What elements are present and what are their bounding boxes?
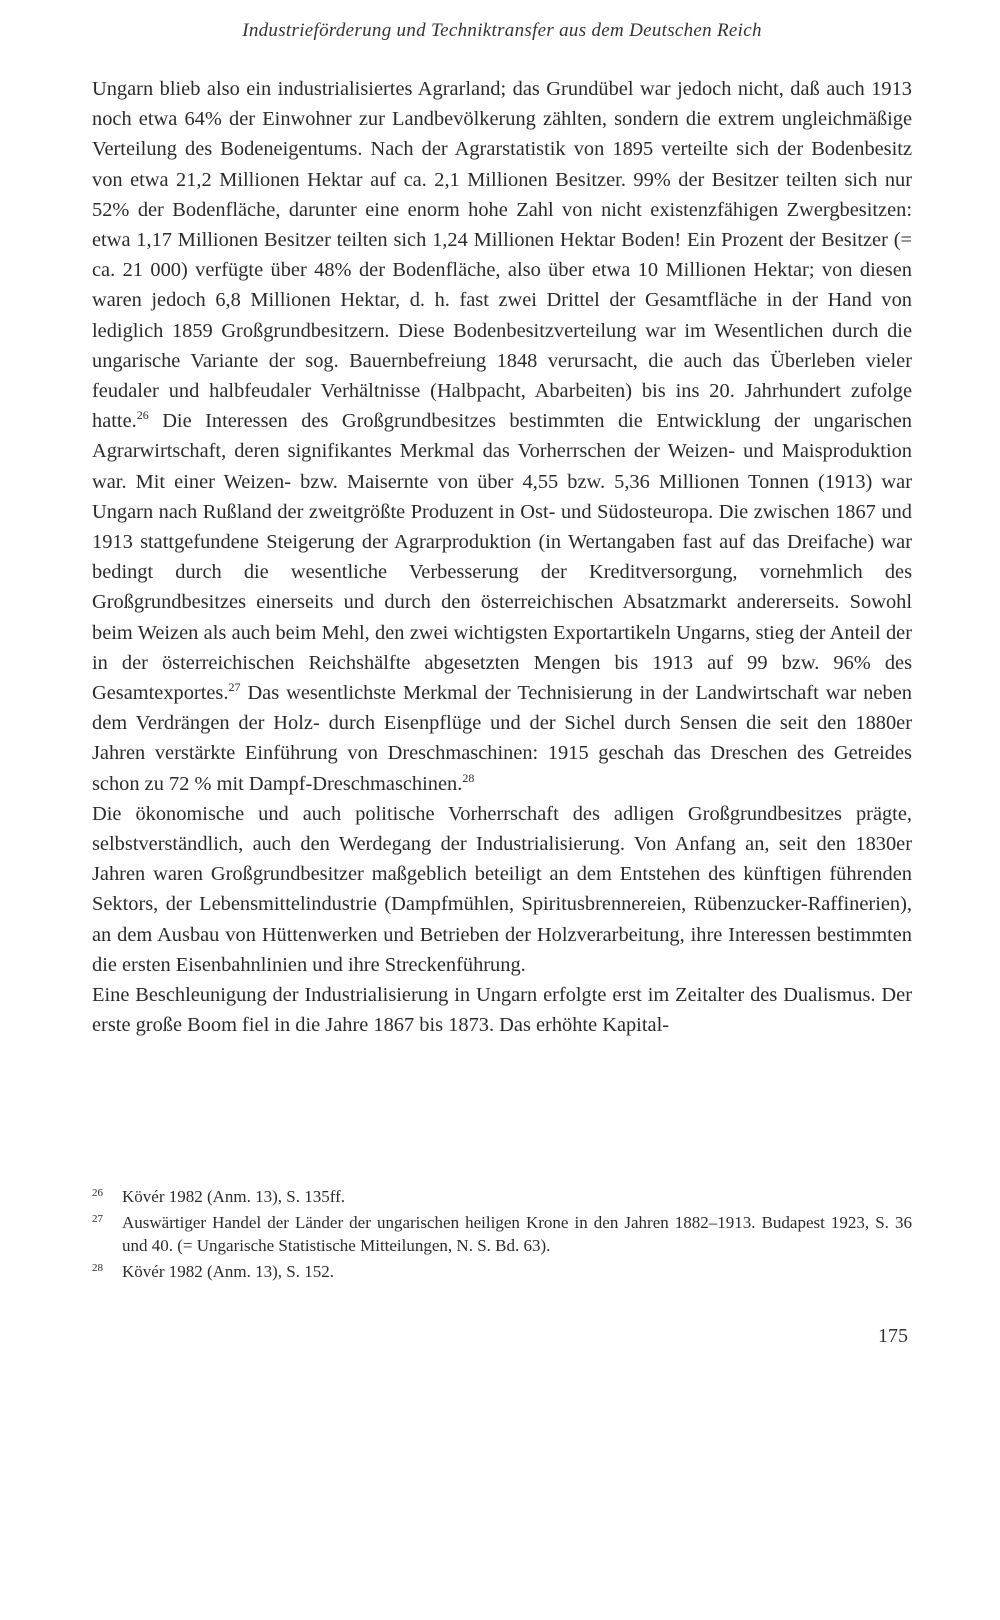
body-text [92,74,912,1041]
paragraph-text: Das wesentlichste Merkmal der Technisierung in der Landwirtschaft war neben dem Verdrängen der Holz- durch Eisenpflüge und der Sichel durch Sensen die seit den 1880er Jahren verstärkte Einführung von Dreschmaschinen: 1915 geschah das Dreschen des Getreides schon zu 72 % mit Dampf-Dreschmaschinen. [92,682,912,795]
running-head: Industrieförderung und Techniktransfer aus dem Deutschen Reich [242,20,762,41]
footnotes [92,1185,912,1286]
footnote-text: Kövér 1982 (Anm. 13), S. 152. [122,1262,335,1281]
paragraph-text: Ungarn blieb also ein industrialisiertes Agrarland; das Grundübel war jedoch nicht, daß auch 1913 noch etwa 64% der Einwohner zur Landbevölkerung zählten, sondern die extrem ungleichmäßige Verteilung des Bodeneigentums. Nach der Agrarstatistik von 1895 verteilte sich der Bodenbesitz von etwa 21,2 Millionen Hektar auf ca. 2,1 Millionen Besitzer. 99% der Besitzer teilten sich nur 52% der Bodenfläche, darunter eine enorm hohe Zahl von nicht existenzfähigen Zwergbesitzen: etwa 1,17 Millionen Besitzer teilten sich 1,24 Millionen Hektar Boden! Ein Prozent der Besitzer (= ca. 21 000) verfügte über 48% der Bodenfläche, also über etwa 10 Millionen Hektar; von diesen waren jedoch 6,8 Millionen Hektar, d. h. fast zwei Drittel der Gesamtfläche in der Hand von lediglich 1859 Großgrundbesitzern. Diese Bodenbesitzverteilung war im Wesentlichen durch die ungarische Variante der sog. Bauernbefreiung 1848 verursacht, die auch das Überleben vieler feudaler und halbfeudaler Verhältnisse (Halbpacht, Abarbeiten) bis ins 20. Jahrhundert zufolge hatte. [92,78,912,433]
footnote [92,1211,912,1257]
footnote [92,1185,912,1208]
footnote-ref: 27 [228,680,241,695]
paragraph-text: Eine Beschleunigung der Industrialisierung in Ungarn erfolgte erst im Zeitalter des Dualismus. Der erste große Boom fiel in die Jahre 1867 bis 1873. Das erhöhte Kapital- [92,984,912,1037]
footnote-ref: 26 [136,408,149,423]
paragraph [92,980,912,1040]
footnote-number: 27 [92,1213,103,1225]
footnote-text: Auswärtiger Handel der Länder der ungarischen heiligen Krone in den Jahren 1882–1913. Budapest 1923, S. 36 und 40. (= Ungarische Statistische Mitteilungen, N. S. Bd. 63). [122,1213,912,1255]
footnote-number: 26 [92,1187,103,1199]
footnote [92,1260,912,1283]
paragraph [92,74,912,799]
footnote-number: 28 [92,1262,103,1274]
footnote-text: Kövér 1982 (Anm. 13), S. 135ff. [122,1187,346,1206]
paragraph-text: Die Interessen des Großgrundbesitzes bestimmten die Entwicklung der ungarischen Agrarwirtschaft, deren signifikantes Merkmal das Vorherrschen der Weizen- und Maisproduktion war. Mit einer Weizen- bzw. Maisernte von über 4,55 bzw. 5,36 Millionen Tonnen (1913) war Ungarn nach Rußland der zweitgrößte Produzent in Ost- und Südosteuropa. Die zwischen 1867 und 1913 stattgefundene Steigerung der Agrarproduktion (in Wertangaben fast auf das Dreifache) war bedingt durch die wesentliche Verbesserung der Kreditversorgung, vornehmlich des Großgrundbesitzes einerseits und durch den österreichischen Absatzmarkt andererseits. Sowohl beim Weizen als auch beim Mehl, den zwei wichtigsten Exportartikeln Ungarns, stieg der Anteil der in der österreichischen Reichshälfte abgesetzten Mengen bis 1913 auf 99 bzw. 96% des Gesamtexportes. [92,410,912,705]
page-number: 175 [878,1325,908,1347]
paragraph-text: Die ökonomische und auch politische Vorherrschaft des adligen Großgrundbesitzes prägte, selbstverständlich, auch den Werdegang der Industrialisierung. Von Anfang an, seit den 1830er Jahren waren Großgrundbesitzer maßgeblich beteiligt an dem Entstehen des künftigen führenden Sektors, der Lebensmittelindustrie (Dampfmühlen, Spiritusbrennereien, Rübenzucker-Raffinerien), an dem Ausbau von Hüttenwerken und Betrieben der Holzverarbeitung, ihre Interessen bestimmten die ersten Eisenbahnlinien und ihre Streckenführung. [92,802,912,976]
footnote-ref: 28 [462,770,475,785]
paragraph [92,799,912,980]
